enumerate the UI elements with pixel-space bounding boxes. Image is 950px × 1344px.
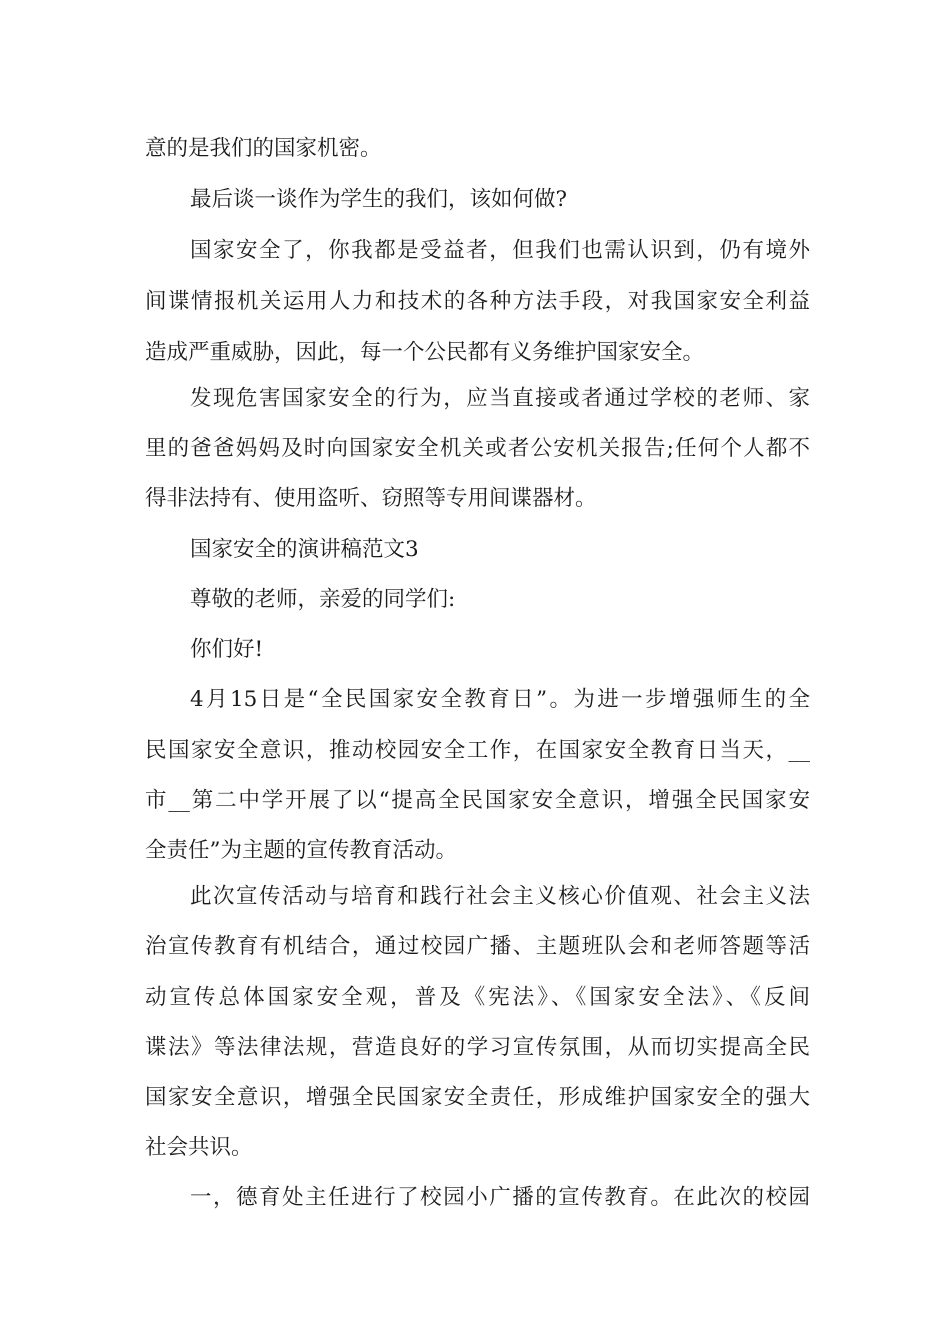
text-line: 谍法》等法律法规，营造良好的学习宣传氛围，从而切实提高全民 bbox=[145, 1035, 810, 1060]
text-line: 动宣传总体国家安全观，普及《宪法》、《国家安全法》、《反间 bbox=[145, 985, 810, 1010]
text-line: 民国家安全意识，推动校园安全工作，在国家安全教育日当天，__ bbox=[145, 738, 810, 763]
text-line: 国家安全了，你我都是受益者，但我们也需认识到，仍有境外 bbox=[190, 238, 810, 263]
text-line: 间谍情报机关运用人力和技术的各种方法手段，对我国家安全利益 bbox=[145, 289, 810, 314]
text-line: 4月15日是“全民国家安全教育日”。为进一步增强师生的全 bbox=[190, 687, 810, 712]
text-line: 全责任”为主题的宣传教育活动。 bbox=[145, 838, 457, 863]
text-line: 一，德育处主任进行了校园小广播的宣传教育。在此次的校园 bbox=[190, 1185, 810, 1210]
text-line: 国家安全意识，增强全民国家安全责任，形成维护国家安全的强大 bbox=[145, 1085, 810, 1110]
text-line: 社会共识。 bbox=[145, 1135, 253, 1160]
text-line: 里的爸爸妈妈及时向国家安全机关或者公安机关报告;任何个人都不 bbox=[145, 436, 810, 461]
text-line: 意的是我们的国家机密。 bbox=[145, 136, 382, 161]
text-line: 此次宣传活动与培育和践行社会主义核心价值观、社会主义法 bbox=[190, 884, 810, 909]
text-line: 治宣传教育有机结合，通过校园广播、主题班队会和老师答题等活 bbox=[145, 934, 810, 959]
text-line: 最后谈一谈作为学生的我们，该如何做? bbox=[190, 187, 568, 212]
text-line: 你们好! bbox=[190, 637, 264, 662]
text-line: 造成严重威胁，因此，每一个公民都有义务维护国家安全。 bbox=[145, 340, 705, 365]
text-line: 尊敬的老师，亲爱的同学们: bbox=[190, 587, 456, 612]
text-line: 发现危害国家安全的行为，应当直接或者通过学校的老师、家 bbox=[190, 386, 810, 411]
text-line: 得非法持有、使用盗听、窃照等专用间谍器材。 bbox=[145, 486, 597, 511]
text-line: 市__第二中学开展了以“提高全民国家安全意识，增强全民国家安 bbox=[145, 788, 810, 813]
section-heading: 国家安全的演讲稿范文3 bbox=[190, 537, 419, 562]
